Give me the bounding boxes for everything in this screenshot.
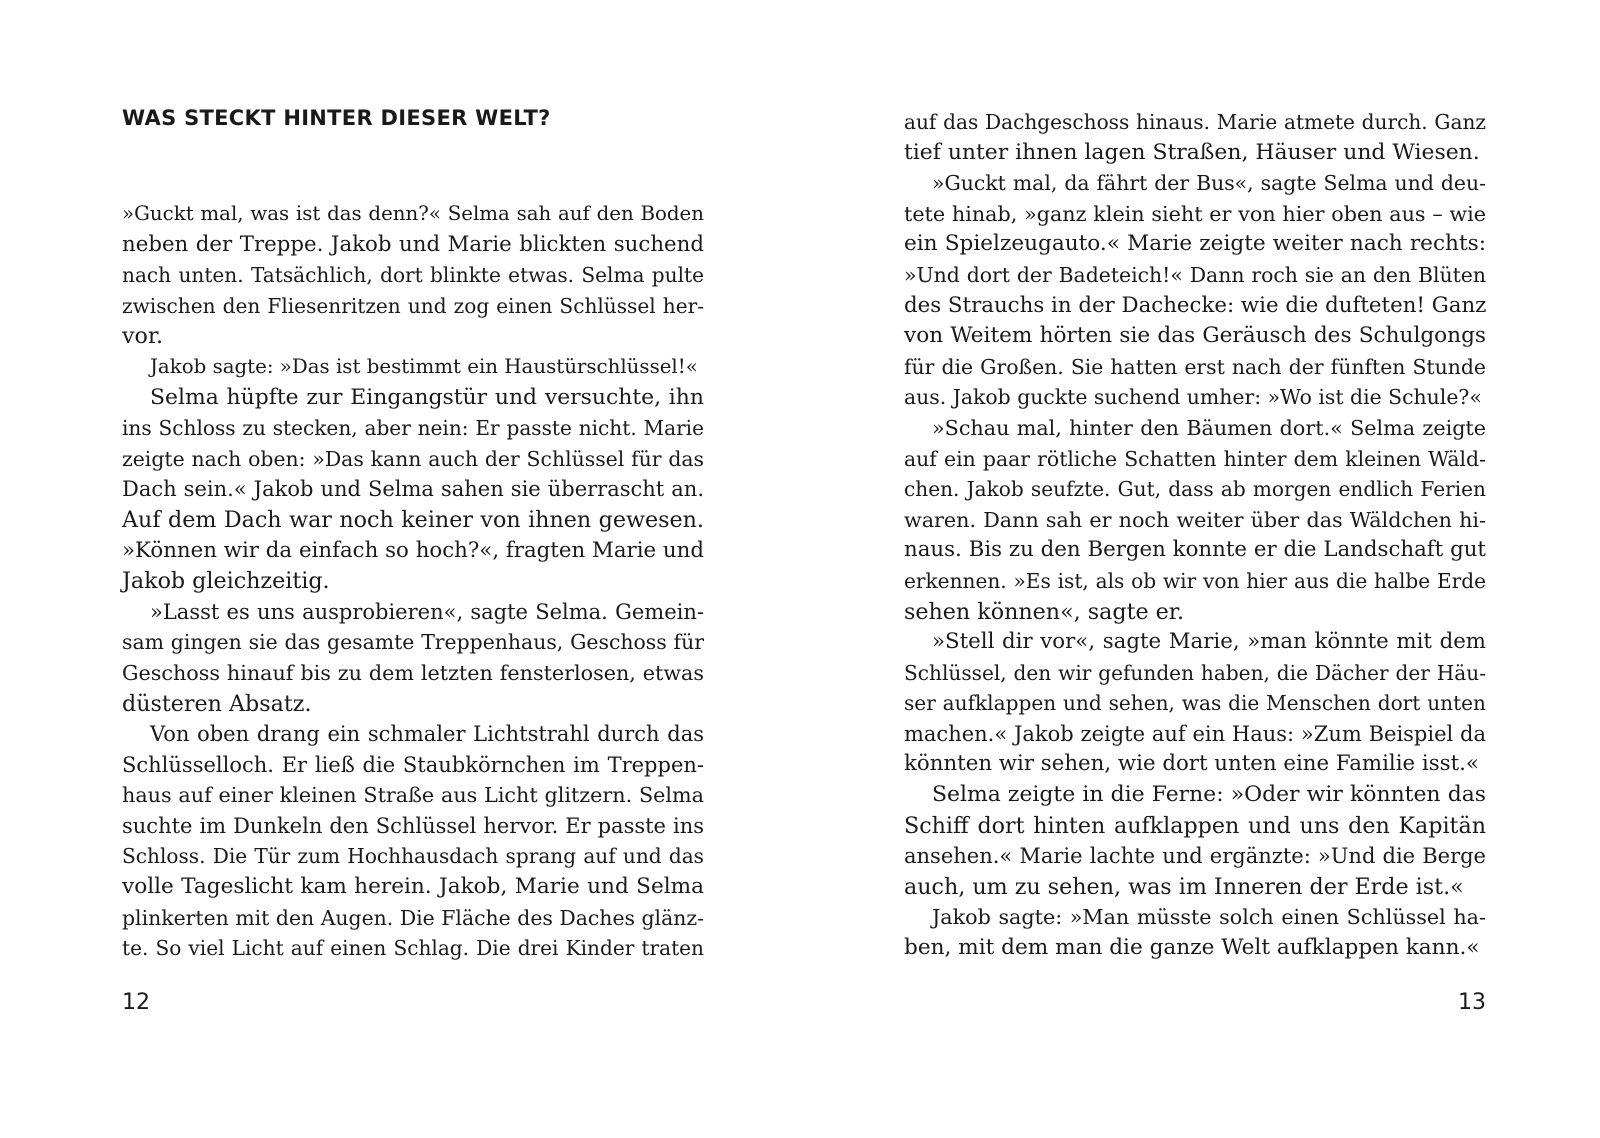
text-line: »Können wir da einfach so hoch?«, fragten Marie und xyxy=(122,537,704,563)
text-line: Schlüssel, den wir gefunden haben, die Dächer der Häu- xyxy=(904,660,1486,685)
text-line: könnten wir sehen, wie dort unten eine Familie isst.« xyxy=(904,751,1479,777)
text-line: »Schau mal, hinter den Bäumen dort.« Selma zeigte xyxy=(932,415,1486,440)
right-page xyxy=(904,0,1486,1138)
text-line: haus auf einer kleinen Straße aus Licht glitzern. Selma xyxy=(122,783,704,808)
text-line: sam gingen sie das gesamte Treppenhaus, Geschoss für xyxy=(122,630,704,655)
text-line: Jakob gleichzeitig. xyxy=(122,568,330,595)
text-line: sehen können«, sagte er. xyxy=(904,598,1185,625)
chapter-heading: WAS STECKT HINTER DIESER WELT? xyxy=(122,106,551,130)
text-line: des Strauchs in der Dachecke: wie die dufteten! Ganz xyxy=(904,292,1487,318)
text-line: Selma hüpfte zur Eingangstür und versuchte, ihn xyxy=(150,384,704,410)
page-number-right: 13 xyxy=(1458,990,1486,1015)
text-line: düsteren Absatz. xyxy=(122,690,312,717)
text-line: »Und dort der Badeteich!« Dann roch sie an den Blüten xyxy=(904,262,1486,287)
text-line: ansehen.« Marie lachte und ergänzte: »Und die Berge xyxy=(904,844,1486,869)
text-line: tete hinab, »ganz klein sieht er von hier oben aus – wie xyxy=(904,201,1486,226)
text-line: »Lasst es uns ausprobieren«, sagte Selma. Gemein- xyxy=(150,599,704,624)
text-line: für die Großen. Sie hatten erst nach der fünften Stunde xyxy=(904,354,1486,379)
text-line: Selma zeigte in die Ferne: »Oder wir könnten das xyxy=(932,782,1486,808)
text-line: ser aufklappen und sehen, was die Menschen dort unten xyxy=(904,691,1486,716)
right-page-body-text xyxy=(904,107,1486,964)
left-page-body-text xyxy=(122,199,704,964)
text-line: waren. Dann sah er noch weiter über das Wäldchen hi- xyxy=(904,507,1486,532)
text-line: aus. Jakob guckte suchend umher: »Wo ist die Schule?« xyxy=(904,385,1482,410)
text-line: Schloss. Die Tür zum Hochhausdach sprang auf und das xyxy=(122,844,704,869)
page-number-left: 12 xyxy=(122,990,150,1015)
text-line: nach unten. Tatsächlich, dort blinkte etwas. Selma pulte xyxy=(122,263,704,288)
text-line: Schlüsselloch. Er ließ die Staubkörnchen im Treppen- xyxy=(122,752,704,777)
text-line: plinkerten mit den Augen. Die Fläche des Daches glänz- xyxy=(122,905,704,930)
text-line: Geschoss hinauf bis zu dem letzten fensterlosen, etwas xyxy=(122,660,704,685)
text-line: auch, um zu sehen, was im Inneren der Erde ist.« xyxy=(904,873,1464,900)
text-line: erkennen. »Es ist, als ob wir von hier aus die halbe Erde xyxy=(904,568,1486,593)
text-line: Von oben drang ein schmaler Lichtstrahl durch das xyxy=(150,722,704,747)
text-line: ben, mit dem man die ganze Welt aufklappen kann.« xyxy=(904,935,1480,961)
text-line: zwischen den Fliesenritzen und zog einen Schlüssel her- xyxy=(122,293,704,318)
text-line: naus. Bis zu den Bergen konnte er die Landschaft gut xyxy=(904,537,1486,563)
text-line: von Weitem hörten sie das Geräusch des Schulgongs xyxy=(904,323,1486,349)
text-line: suchte im Dunkeln den Schlüssel hervor. Er passte ins xyxy=(122,813,704,838)
text-line: »Guckt mal, was ist das denn?« Selma sah auf den Boden xyxy=(122,202,704,225)
text-line: tief unter ihnen lagen Straßen, Häuser und Wiesen. xyxy=(904,139,1480,165)
text-line: Jakob sagte: »Das ist bestimmt ein Haustürschlüssel!« xyxy=(150,354,698,378)
text-line: vor. xyxy=(122,323,164,350)
text-line: ein Spielzeugauto.« Marie zeigte weiter nach rechts: xyxy=(904,231,1486,257)
text-line: neben der Treppe. Jakob und Marie blickten suchend xyxy=(122,231,704,257)
text-line: chen. Jakob seufzte. Gut, dass ab morgen endlich Ferien xyxy=(904,477,1486,502)
text-line: »Stell dir vor«, sagte Marie, »man könnte mit dem xyxy=(932,629,1486,655)
text-line: Schiff dort hinten aufklappen und uns den Kapitän xyxy=(904,812,1486,839)
text-line: auf das Dachgeschoss hinaus. Marie atmete durch. Ganz xyxy=(904,110,1486,134)
text-line: te. So viel Licht auf einen Schlag. Die drei Kinder traten xyxy=(122,936,704,961)
text-line: zeigte nach oben: »Das kann auch der Schlüssel für das xyxy=(122,446,704,471)
text-line: auf ein paar rötliche Schatten hinter dem kleinen Wäld- xyxy=(904,446,1486,471)
text-line: machen.« Jakob zeigte auf ein Haus: »Zum Beispiel da xyxy=(904,721,1486,746)
text-line: ins Schloss zu stecken, aber nein: Er passte nicht. Marie xyxy=(122,416,704,441)
text-line: »Guckt mal, da fährt der Bus«, sagte Selma und deu- xyxy=(932,171,1486,196)
text-line: Dach sein.« Jakob und Selma sahen sie überrascht an. xyxy=(122,477,704,502)
text-line: volle Tageslicht kam herein. Jakob, Marie und Selma xyxy=(122,874,704,900)
text-line: Auf dem Dach war noch keiner von ihnen gewesen. xyxy=(122,506,704,533)
left-page xyxy=(122,0,704,1138)
text-line: Jakob sagte: »Man müsste solch einen Schlüssel ha- xyxy=(932,905,1486,930)
